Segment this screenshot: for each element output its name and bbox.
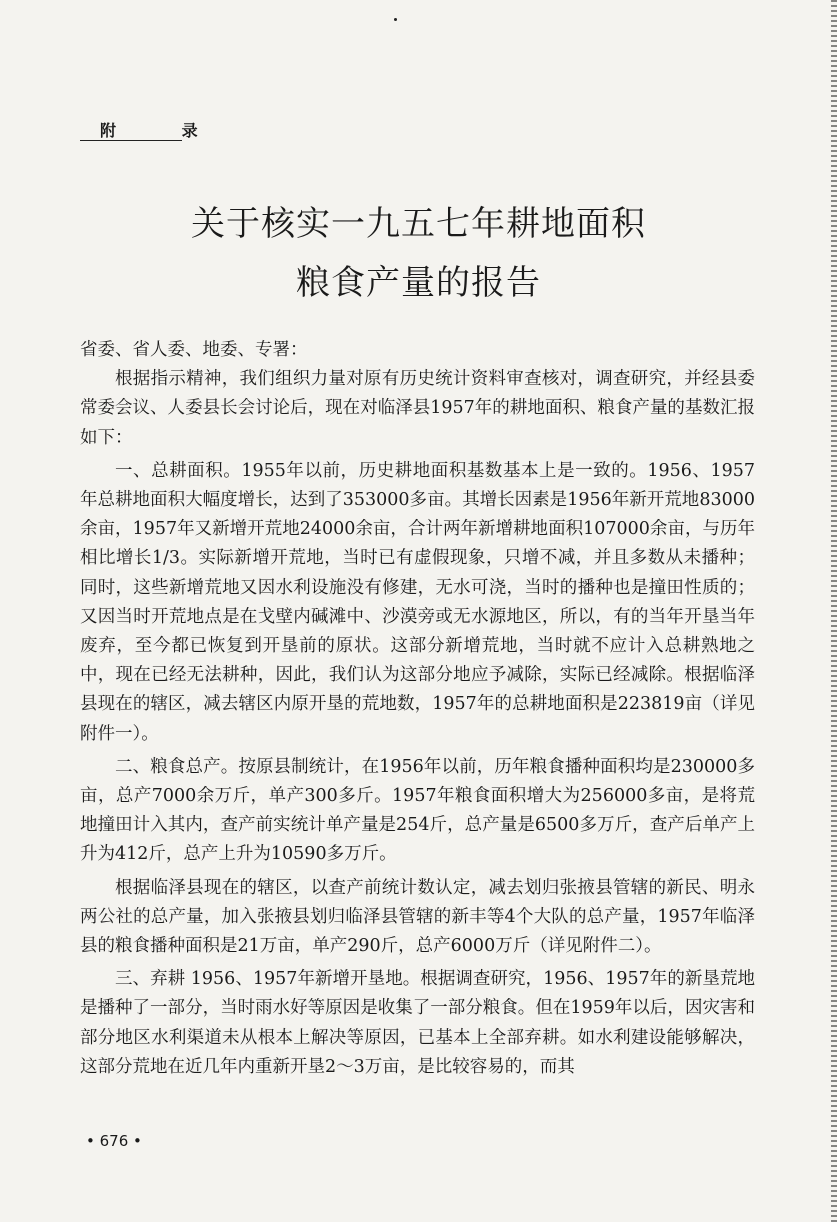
paragraph-intro: 根据指示精神，我们组织力量对原有历史统计资料审查核对，调查研究，并经县委常委会议、人委县长会讨论后，现在对临泽县1957年的耕地面积、粮食产量的基数汇报如下： <box>80 369 755 448</box>
document-title-line-2: 粮食产量的报告 <box>296 263 541 303</box>
document-title-line-1: 关于核实一九五七年耕地面积 <box>191 204 646 244</box>
page-number: • 676 • <box>86 1132 142 1150</box>
paragraph-cultivated-area: 一、总耕面积。1955年以前，历史耕地面积基数基本上是一致的。1956、1957年总耕地面积大幅度增长，达到了353000多亩。其增长因素是1956年新开荒地83000余亩，1957年又新增开荒地24000余亩，合计两年新增耕地面积107000余亩，与历年相比增长1/3。实际新增开荒地，当时已有虚假现象，只增不减，并且多数从未播种；同时，这些新增荒地又因水利设施没有修建，无水可浇，当时的播种也是撞田性质的；又因当时开荒地点是在戈壁内碱滩中、沙漠旁或无水源地区，所以，有的当年开垦当年废弃，至今都已恢复到开垦前的原状。这部分新增荒地，当时就不应计入总耕熟地之中，现在已经无法耕种，因此，我们认为这部分地应予减除，实际已经减除。根据临泽县现在的辖区，减去辖区内原开垦的荒地数，1957年的总耕地面积是223819亩（详见附件一）。 <box>80 460 755 744</box>
paragraph-jurisdiction-adjustment: 根据临泽县现在的辖区，以查产前统计数认定，减去划归张掖县管辖的新民、明永两公社的总产量，加入张掖县划归临泽县管辖的新丰等4个大队的总产量，1957年临泽县的粮食播种面积是21万亩，单产290斤，总产6000万斤（详见附件二）。 <box>80 877 755 957</box>
document-body <box>80 336 755 1082</box>
scan-speck <box>394 18 397 21</box>
section-rule <box>80 140 182 141</box>
scan-edge-artifact <box>831 0 837 1222</box>
salutation: 省委、省人委、地委、专署： <box>80 340 308 360</box>
paragraph-grain-output: 二、粮食总产。按原县制统计，在1956年以前，历年粮食播种面积均是230000多亩，总产7000余万斤，单产300多斤。1957年粮食面积增大为256000多亩，是将荒地撞田计入其内，查产前实统计单产量是254斤，总产量是6500多万斤，查产后单产上升为412斤，总产上升为10590多万斤。 <box>80 756 755 865</box>
section-label: 附 录 <box>100 121 228 140</box>
paragraph-abandoned-land: 三、弃耕 1956、1957年新增开垦地。根据调查研究，1956、1957年的新垦荒地是播种了一部分，当时雨水好等原因是收集了一部分粮食。但在1959年以后，因灾害和部分地区水利渠道未从根本上解决等原因，已基本上全部弃耕。如水利建设能够解决，这部分荒地在近几年内重新开垦2～3万亩，是比较容易的，而其 <box>80 969 755 1077</box>
